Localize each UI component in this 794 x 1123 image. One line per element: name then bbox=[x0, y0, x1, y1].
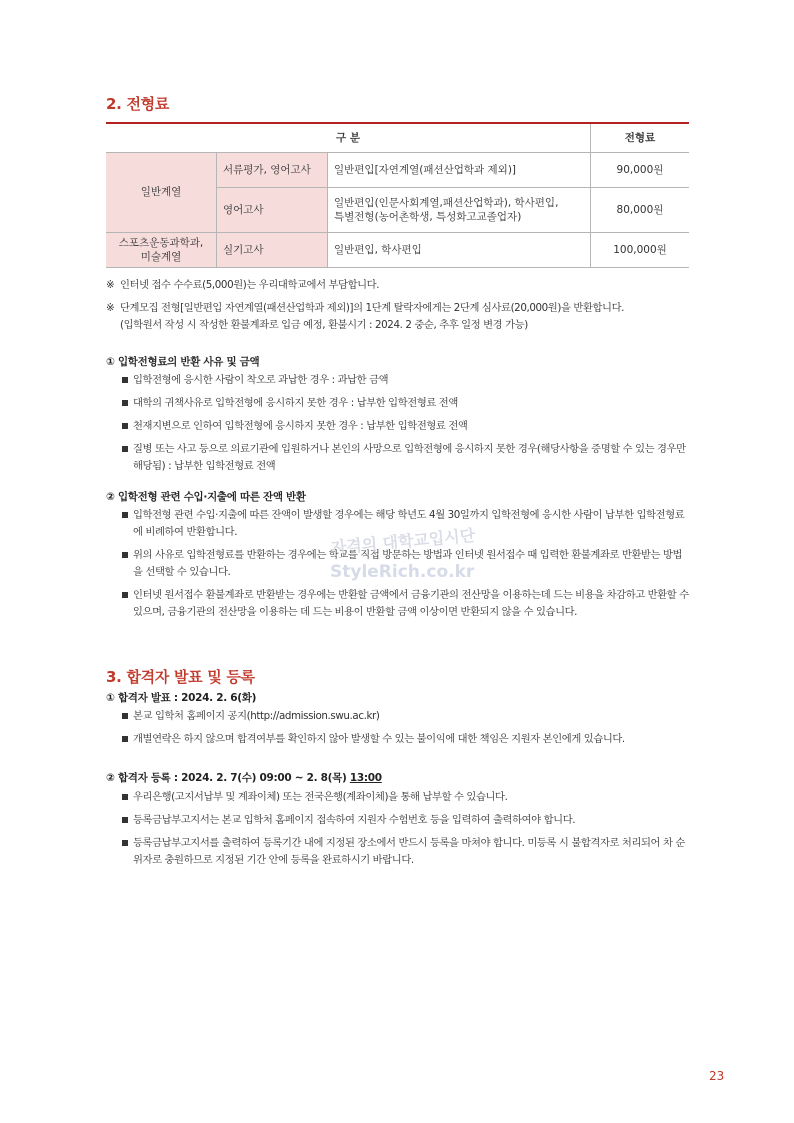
announcement-list bbox=[122, 708, 690, 754]
group-general: 일반계열 bbox=[106, 153, 217, 233]
table-row bbox=[106, 233, 689, 268]
type-cell: 일반편입[자연계열(패션산업학과 제외)] bbox=[328, 153, 591, 188]
page-number: 23 bbox=[709, 1069, 725, 1083]
type-cell: 일반편입, 학사편입 bbox=[328, 233, 591, 268]
list-item: 대학의 귀책사유로 입학전형에 응시하지 못한 경우 : 납부한 입학전형료 전액 bbox=[122, 395, 690, 412]
watermark-url: StyleRich.co.kr bbox=[330, 562, 475, 582]
group-line: 스포츠운동과학과, bbox=[118, 236, 204, 249]
exam-cell: 서류평가, 영어고사 bbox=[217, 153, 328, 188]
header-fee: 전형료 bbox=[591, 123, 690, 153]
registration-title-main: ② 합격자 등록 : 2024. 2. 7(수) 09:00 ~ 2. 8(목) bbox=[106, 772, 350, 784]
list-item: 입학전형 관련 수입·지출에 따른 잔액이 발생할 경우에는 해당 학년도 4월 30일까지 입학전형에 응시한 사람이 납부한 입학전형료에 비례하여 반환합니다. bbox=[122, 507, 690, 541]
type-line: 일반편입(인문사회계열,패션산업학과), 학사편입, bbox=[334, 196, 559, 209]
fee-cell: 90,000원 bbox=[591, 153, 690, 188]
note bbox=[106, 277, 696, 294]
list-item: 위의 사유로 입학전형료를 반환하는 경우에는 학교를 직접 방문하는 방법과 인터넷 원서접수 때 입력한 환불계좌로 반환받는 방법을 선택할 수 있습니다. bbox=[122, 547, 690, 581]
note-text: 인터넷 접수 수수료(5,000원)는 우리대학교에서 부담합니다. bbox=[120, 279, 380, 291]
announcement-title: ① 합격자 발표 : 2024. 2. 6(화) bbox=[106, 692, 257, 704]
list-item: 등록금납부고지서를 출력하여 등록기간 내에 지정된 장소에서 반드시 등록을 마쳐야 합니다. 미등록 시 불합격자로 처리되어 차 순위자로 충원하므로 지정된 기간 안에 등록을 완료하시기 바랍니다. bbox=[122, 835, 690, 869]
registration-list bbox=[122, 789, 690, 875]
registration-title-time: 13:00 bbox=[349, 772, 382, 784]
note bbox=[106, 300, 696, 334]
list-item: 개별연락은 하지 않으며 합격여부를 확인하지 않아 발생할 수 있는 불이익에 대한 책임은 지원자 본인에게 있습니다. bbox=[122, 731, 690, 748]
refund-reasons-title: ① 입학전형료의 반환 사유 및 금액 bbox=[106, 356, 260, 368]
list-item: 인터넷 원서접수 환불계좌로 반환받는 경우에는 반환할 금액에서 금융기관의 전산망을 이용하는데 드는 비용을 차감하고 반환할 수 있으며, 금융기관의 전산망을 이용하는 데 드는 비용이 반환할 금액 이상이면 반환되지 않을 수 있습니다. bbox=[122, 587, 690, 621]
section-2-title: 2. 전형료 bbox=[106, 95, 170, 113]
header-category: 구 분 bbox=[106, 123, 591, 153]
list-item: 등록금납부고지서는 본교 입학처 홈페이지 접속하여 지원자 수험번호 등을 입력하여 출력하여야 합니다. bbox=[122, 812, 690, 829]
note-text: 단계모집 전형[일반편입 자연계열(패션산업학과 제외)]의 1단계 탈락자에게는 2단계 심사료(20,000원)을 반환합니다. bbox=[120, 302, 625, 314]
list-item: 본교 입학처 홈페이지 공지(http://admission.swu.ac.kr) bbox=[122, 708, 690, 725]
table-row bbox=[106, 153, 689, 188]
note-mark: ※ bbox=[106, 279, 115, 291]
note-mark: ※ bbox=[106, 302, 115, 314]
list-item: 입학전형에 응시한 사람이 착오로 과납한 경우 : 과납한 금액 bbox=[122, 372, 690, 389]
registration-title bbox=[106, 770, 382, 785]
type-cell bbox=[328, 188, 591, 233]
fee-cell: 80,000원 bbox=[591, 188, 690, 233]
balance-refund-title: ② 입학전형 관련 수입·지출에 따른 잔액 반환 bbox=[106, 491, 306, 503]
type-line: 특별전형(농어촌학생, 특성화고교졸업자) bbox=[334, 211, 522, 223]
exam-cell: 영어고사 bbox=[217, 188, 328, 233]
refund-reasons-list bbox=[122, 372, 690, 481]
section-3-title: 3. 합격자 발표 및 등록 bbox=[106, 668, 255, 686]
group-sports-art bbox=[106, 233, 217, 268]
exam-cell: 실기고사 bbox=[217, 233, 328, 268]
fee-cell: 100,000원 bbox=[591, 233, 690, 268]
group-line: 미술계열 bbox=[140, 251, 182, 263]
note-text: (입학원서 작성 시 작성한 환불계좌로 입금 예정, 환불시기 : 2024. 2 중순, 추후 일정 변경 가능) bbox=[120, 319, 528, 331]
list-item: 질병 또는 사고 등으로 의료기관에 입원하거나 본인의 사망으로 입학전형에 응시하지 못한 경우(해당사항을 증명할 수 있는 경우만 해당됨) : 납부한 입학전형료 전액 bbox=[122, 441, 690, 475]
fee-table bbox=[106, 122, 689, 268]
list-item: 천재지변으로 인하여 입학전형에 응시하지 못한 경우 : 납부한 입학전형료 전액 bbox=[122, 418, 690, 435]
fee-table-header bbox=[106, 123, 689, 153]
watermark: 자격의 대학교입시단 bbox=[330, 525, 476, 558]
list-item: 우리은행(고지서납부 및 계좌이체) 또는 전국은행(계좌이체)을 통해 납부할 수 있습니다. bbox=[122, 789, 690, 806]
